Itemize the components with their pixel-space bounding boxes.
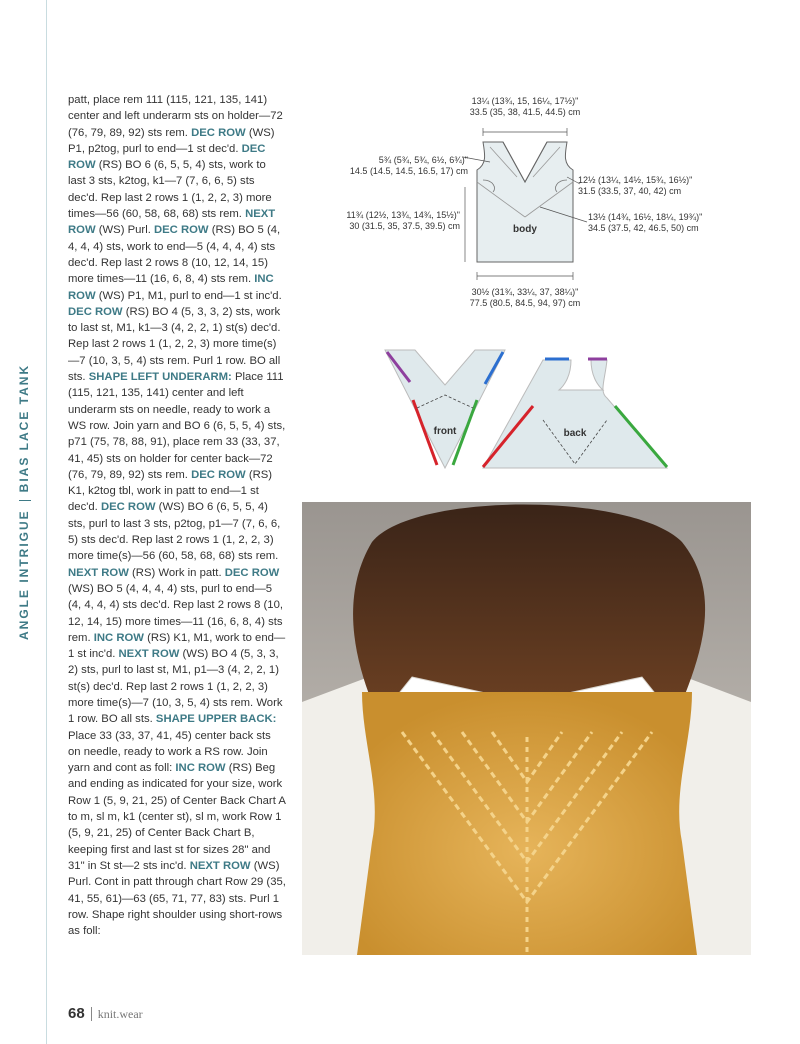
instruction-text: (WS) Purl. Cont in patt through chart Row 29 (35, 41, 55, 61)—63 (65, 71, 77, 83) sts. Purl 1 row. Shape right shoulder using short-rows as foll: [68, 859, 286, 938]
instruction-keyword: DEC ROW [68, 142, 266, 172]
instruction-text: patt, place rem 111 (115, 121, 135, 141) center and left underarm sts on holder—72 (76, 79, 89, 92) sts rem. [68, 94, 283, 139]
hair [353, 505, 705, 703]
instruction-keyword: INC ROW [93, 631, 144, 644]
body-schematic [325, 92, 725, 312]
sidebar-rule [46, 0, 47, 1044]
instruction-keyword: NEXT ROW [68, 208, 276, 237]
dim-top-cm: 33.5 (35, 38, 41.5, 44.5) cm [469, 107, 581, 117]
instruction-keyword: DEC ROW [224, 566, 280, 579]
instruction-text: (RS) Work in patt. [128, 566, 225, 579]
dim-diagonal-cm: 34.5 (37.5, 42, 46.5, 50) cm [588, 223, 699, 233]
page-number: 68 [68, 1005, 85, 1022]
instruction-text: (WS) BO 4 (5, 3, 3, 2) sts, purl to last st, M1, p1—3 (4, 2, 2, 1) st(s) dec'd. Rep last 2 rows 1 (1, 2, 2, 3) more time(s)—7 (10, 3, 5, 4) sts rem. Work 1 row. BO all sts. [68, 648, 283, 726]
body-label: body [513, 224, 537, 235]
instruction-keyword: DEC ROW [191, 126, 246, 139]
body-outline [477, 142, 573, 262]
dim-armhole-in: 12½ (13¼, 14½, 15¾, 16½)" [578, 175, 693, 185]
instruction-keyword: NEXT ROW [189, 859, 251, 872]
instruction-text: (WS) Purl. [95, 224, 154, 237]
instruction-keyword: DEC ROW [100, 501, 156, 514]
instruction-text: (WS) BO 6 (6, 5, 5, 4) sts, purl to last 3 sts, p2tog, p1—7 (7, 6, 6, 5) sts dec'd. Rep last 2 rows 1 (1, 2, 2, 3) more time(s)—56 (60, 58, 68, 68) sts rem. [68, 501, 281, 563]
front-label: front [433, 426, 457, 437]
front-piece [385, 350, 505, 468]
instruction-text: (RS) BO 4 (5, 3, 3, 2) sts, work to last st, M1, k1—3 (4, 2, 2, 1) st(s) dec'd. Rep last 2 rows 1 (1, 2, 2, 3) more time(s)—7 (10, 3, 5, 4) sts rem. Purl 1 row. BO all sts. [68, 305, 281, 384]
footer-divider [91, 1007, 92, 1021]
dim-top [430, 96, 620, 118]
dim-strap-in: 5¾ (5¾, 5¾, 6½, 6¾)" [378, 155, 468, 165]
instruction-text: (RS) K1, M1, work to end—1 st inc'd. [68, 631, 286, 661]
page-footer [68, 1005, 143, 1022]
pattern-instructions [68, 92, 286, 939]
instruction-keyword: SHAPE LEFT UNDERARM: [88, 371, 232, 384]
instruction-keyword: DEC ROW [191, 468, 246, 481]
dim-diagonal-in: 13½ (14¾, 16½, 18¼, 19¾)" [588, 212, 703, 222]
instruction-text: (WS) P1, M1, purl to end—1 st inc'd. [95, 289, 282, 302]
dim-side-cm: 30 (31.5, 35, 37.5, 39.5) cm [349, 221, 460, 231]
dim-armhole [578, 175, 738, 197]
instruction-text: Place 33 (33, 37, 41, 45) center back sts on needle, ready to work a RS row. Join yarn and cont as foll: [68, 729, 271, 775]
dim-hem-cm: 77.5 (80.5, 84.5, 94, 97) cm [469, 298, 581, 308]
instruction-text: (RS) Beg and ending as indicated for your size, work Row 1 (5, 9, 21, 25) of Center Back Chart A to m, sl m, k1 (center st), sl m, work Row 1 (5, 9, 21, 25) of Center Back Chart B, keeping first and last st for sizes 28" and 31" in St st—2 sts inc'd. [68, 762, 286, 872]
dim-hem-in: 30½ (31¾, 33¼, 37, 38¼)" [471, 287, 579, 297]
instruction-text: (RS) K1, k2tog tbl, work in patt to end—1 st dec'd. [68, 468, 273, 514]
back-piece [483, 360, 667, 468]
instruction-keyword: NEXT ROW [118, 648, 180, 661]
instruction-keyword: SHAPE UPPER BACK: [155, 713, 277, 726]
sidebar-heading [14, 363, 34, 660]
pieces-diagram [375, 340, 685, 480]
sidebar-separator [19, 500, 31, 501]
instruction-keyword: INC ROW [175, 762, 226, 775]
pattern-title: BIAS LACE TANK [17, 363, 31, 493]
sidebar [0, 0, 52, 1044]
section-name: ANGLE INTRIGUE [17, 509, 31, 640]
instruction-keyword: DEC ROW [153, 224, 209, 237]
instruction-keyword: INC ROW [68, 273, 274, 302]
dim-top-in: 13¼ (13¾, 15, 16¼, 17½)" [471, 96, 579, 106]
instruction-text: (WS) P1, p2tog, purl to end—1 st dec'd. [68, 126, 275, 155]
dim-side-in: 11¾ (12½, 13¾, 14¾, 15½)" [346, 210, 460, 220]
instruction-keyword: NEXT ROW [68, 566, 129, 579]
tank-photo [302, 502, 751, 955]
dim-strap [318, 155, 468, 177]
brand-name: knit.wear [97, 1007, 143, 1021]
dim-hem [430, 287, 620, 309]
instruction-text: (WS) BO 5 (4, 4, 4, 4) sts, purl to end—5 (4, 4, 4, 4) sts dec'd. Rep last 2 rows 8 (10, 12, 14, 15) more times—11 (16, 6, 8, 4) sts rem. [68, 582, 284, 644]
instruction-text: Place 111 (115, 121, 135, 141) center and left underarm sts on needle, ready to work a WS row. Join yarn and BO 6 (6, 5, 5, 4) sts, p71 (75, 78, 88, 91), place rem 33 (33, 37, 41, 45) sts on holder for center back—72 (76, 79, 89, 92) sts rem. [68, 371, 286, 481]
instructions-paragraph [68, 92, 286, 939]
instruction-text: (RS) BO 6 (6, 5, 5, 4) sts, work to last 3 sts, k2tog, k1—7 (7, 6, 6, 5) sts dec'd. Rep last 2 rows 1 (1, 2, 2, 3) more times—56 (60, 58, 68, 68) sts rem. [68, 159, 272, 221]
instruction-keyword: DEC ROW [68, 305, 123, 318]
dim-diagonal [588, 212, 748, 234]
dim-armhole-cm: 31.5 (33.5, 37, 40, 42) cm [578, 186, 682, 196]
dim-side [305, 210, 460, 232]
back-label: back [563, 428, 587, 439]
instruction-text: (RS) BO 5 (4, 4, 4, 4) sts, work to end—5 (4, 4, 4, 4) sts dec'd. Rep last 2 rows 8 (10, 12, 14, 15) more times—11 (16, 6, 8, 4) sts rem. [68, 224, 281, 286]
dim-strap-cm: 14.5 (14.5, 14.5, 16.5, 17) cm [349, 166, 468, 176]
